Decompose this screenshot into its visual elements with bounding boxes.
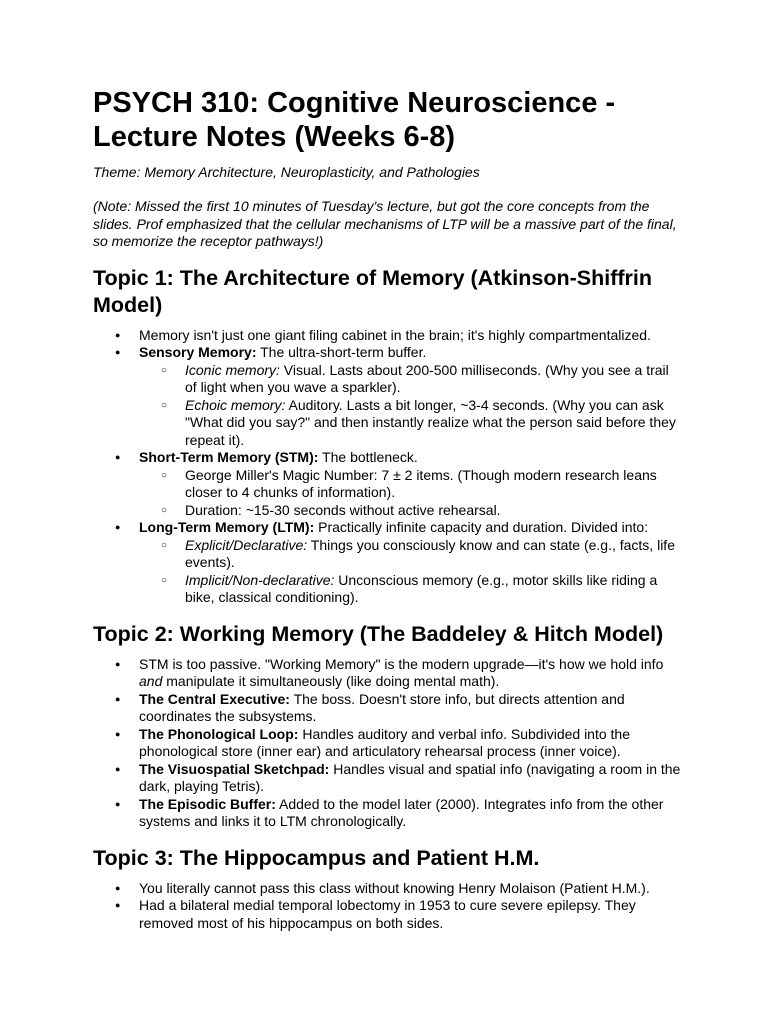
term-text: Practically infinite capacity and duration. Divided into: — [314, 519, 649, 535]
list-item: ● You literally cannot pass this class without knowing Henry Molaison (Patient H.M.). — [93, 880, 683, 898]
term-label: Sensory Memory: — [139, 344, 257, 360]
term-label: Iconic memory: — [185, 361, 280, 378]
sub-list — [139, 467, 683, 520]
sub-list — [139, 537, 683, 607]
topic-2-list — [93, 656, 683, 831]
sub-list — [139, 362, 683, 450]
theme-line: Theme: Memory Architecture, Neuroplasticity, and Pathologies — [93, 164, 480, 180]
topic-3-list — [93, 880, 683, 933]
page-title: PSYCH 310: Cognitive Neuroscience - Lecture Notes (Weeks 6-8) — [93, 87, 616, 153]
term-text: Handles visual and spatial info (navigating a room in the dark, playing Tetris). — [139, 760, 681, 794]
term-label: The Phonological Loop: — [139, 725, 299, 742]
term-label: Long-Term Memory (LTM): — [139, 519, 315, 535]
term-label: Short-Term Memory (STM): — [139, 449, 319, 465]
document-page — [93, 86, 683, 932]
term-text: The ultra-short-term buffer. — [256, 344, 427, 360]
list-item: ○ George Miller's Magic Number: 7 ± 2 items. (Though modern research leans closer to 4 chunks of information). — [139, 467, 683, 502]
term-label: Explicit/Declarative: — [185, 536, 308, 553]
term-text: Things you consciously know and can state (e.g., facts, life events). — [185, 536, 675, 570]
list-item — [139, 572, 683, 607]
list-item — [93, 344, 683, 449]
topic-1-section — [93, 265, 683, 607]
term-text: Handles auditory and verbal info. Subdivided into the phonological store (inner ear) and articulatory rehearsal process (inner voice). — [139, 725, 630, 759]
list-item — [139, 397, 683, 450]
list-item — [139, 362, 683, 397]
list-item — [93, 519, 683, 607]
list-item — [139, 537, 683, 572]
term-text: Added to the model later (2000). Integrates info from the other systems and links it to LTM chronologically. — [139, 795, 664, 829]
term-label: Implicit/Non-declarative: — [185, 571, 335, 588]
topic-3-section — [93, 845, 683, 933]
list-item — [93, 761, 683, 796]
term-text: The boss. Doesn't store info, but directs attention and coordinates the subsystems. — [139, 690, 625, 724]
term-label: The Visuospatial Sketchpad: — [139, 760, 330, 777]
term-label: The Central Executive: — [139, 690, 290, 707]
topic-3-heading: Topic 3: The Hippocampus and Patient H.M. — [93, 845, 540, 870]
list-item: ● Had a bilateral medial temporal lobectomy in 1953 to cure severe epilepsy. They removed most of his hippocampus on both sides. — [93, 897, 683, 932]
term-label: The Episodic Buffer: — [139, 795, 276, 812]
topic-1-list — [93, 327, 683, 607]
term-text: Visual. Lasts about 200-500 milliseconds. (Why you see a trail of light when you wave a sparkler). — [185, 361, 669, 395]
topic-2-section — [93, 621, 683, 831]
term-text: manipulate it simultaneously (like doing mental math). — [162, 673, 500, 689]
list-item: ○ Duration: ~15-30 seconds without active rehearsal. — [139, 502, 683, 520]
term-label: Echoic memory: — [185, 396, 286, 413]
term-text: The bottleneck. — [318, 449, 418, 465]
list-item — [93, 656, 683, 691]
list-item — [93, 726, 683, 761]
topic-2-heading: Topic 2: Working Memory (The Baddeley & Hitch Model) — [93, 621, 664, 646]
list-item — [93, 691, 683, 726]
emphasis-text: and — [139, 673, 163, 689]
term-text: Auditory. Lasts a bit longer, ~3-4 seconds. (Why you can ask "What did you say?" and then instantly realize what the person said before they repeat it). — [185, 396, 676, 448]
term-text: STM is too passive. "Working Memory" is the modern upgrade—it's how we hold info — [139, 655, 664, 672]
list-item — [93, 449, 683, 519]
term-text: Unconscious memory (e.g., motor skills like riding a bike, classical conditioning). — [185, 571, 658, 605]
topic-1-heading: Topic 1: The Architecture of Memory (Atkinson-Shiffrin Model) — [93, 265, 653, 317]
lecture-note: (Note: Missed the first 10 minutes of Tuesday's lecture, but got the core concepts from the slides. Prof emphasized that the cellular mechanisms of LTP will be a massive part of the final, so memorize the receptor pathways!) — [93, 198, 677, 249]
list-item: ● Memory isn't just one giant filing cabinet in the brain; it's highly compartmentalized. — [93, 327, 683, 345]
list-item — [93, 796, 683, 831]
